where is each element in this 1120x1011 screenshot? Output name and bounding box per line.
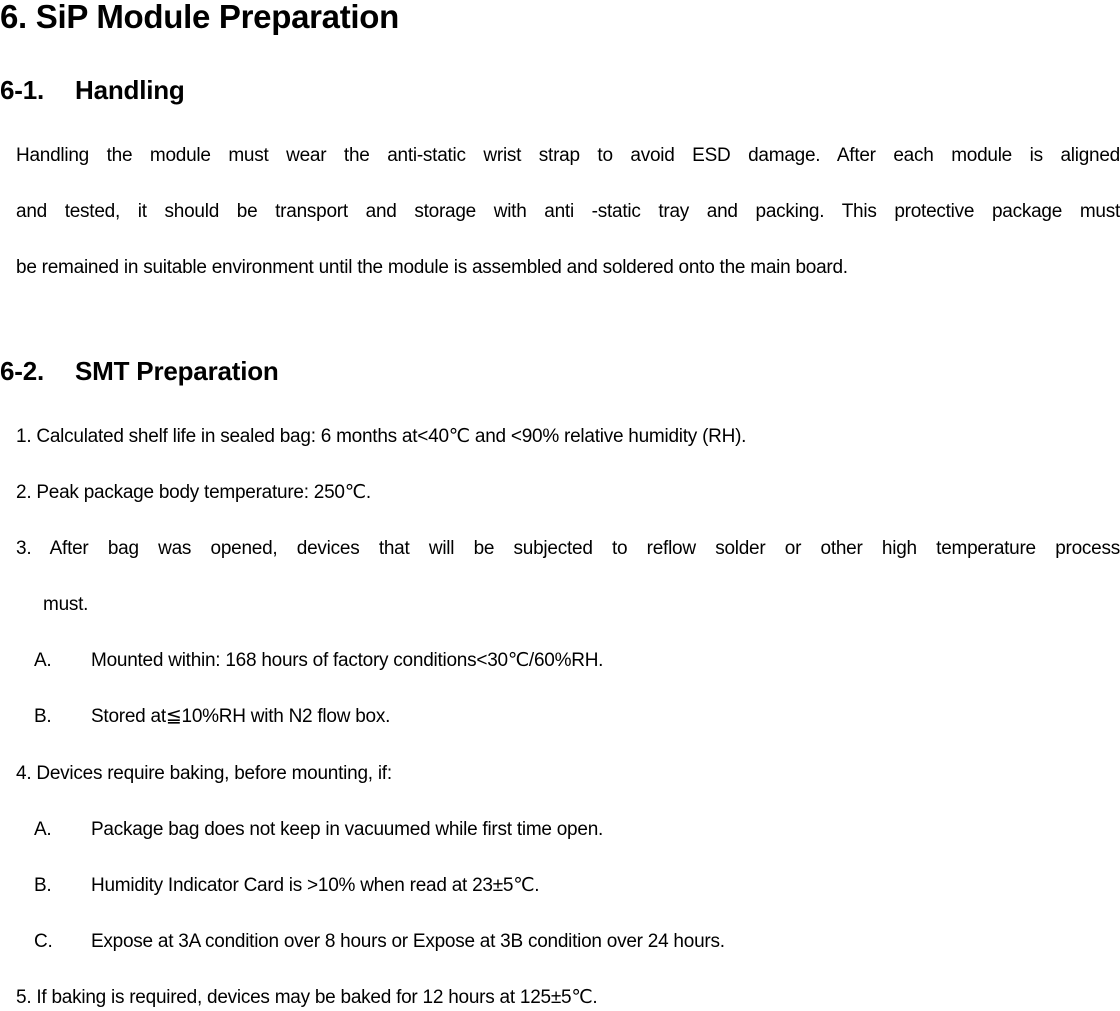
list-item: 5. If baking is required, devices may be baked for 12 hours at 125±5℃. [16,987,598,1008]
list-item: 1. Calculated shelf life in sealed bag: 6 months at<40℃ and <90% relative humidity (RH). [16,426,747,447]
section-heading-handling [0,75,185,105]
sub-item-text: Stored at≦10%RH with N2 flow box. [91,706,391,727]
list-item: 2. Peak package body temperature: 250℃. [16,482,371,503]
paragraph-line: and tested, it should be transport and storage with anti -static tray and packing. This protective package must [16,201,1120,222]
section-title: Handling [75,75,185,105]
sub-item-letter: A. [34,650,52,671]
sub-item-letter: B. [34,706,52,727]
sub-item-text: Humidity Indicator Card is >10% when read at 23±5℃. [91,875,540,896]
list-item: 3. After bag was opened, devices that will be subjected to reflow solder or other high temperature process [16,538,1120,559]
list-item-continuation: must. [43,594,89,615]
sub-item-letter: C. [34,931,53,952]
sub-item-text: Expose at 3A condition over 8 hours or Expose at 3B condition over 24 hours. [91,931,725,952]
sub-item-letter: A. [34,819,52,840]
sub-item-text: Package bag does not keep in vacuumed while first time open. [91,819,604,840]
sub-item-letter: B. [34,875,52,896]
section-title: SMT Preparation [75,356,279,386]
page-title: 6. SiP Module Preparation [0,0,399,35]
section-number: 6-1. [0,75,45,105]
list-item: 4. Devices require baking, before mounting, if: [16,763,392,784]
section-heading-smt [0,356,279,386]
sub-item-text: Mounted within: 168 hours of factory conditions<30℃/60%RH. [91,650,604,671]
paragraph-line: Handling the module must wear the anti-static wrist strap to avoid ESD damage. After each module is aligned [16,145,1120,166]
section-number: 6-2. [0,356,45,386]
paragraph-line: be remained in suitable environment until the module is assembled and soldered onto the main board. [16,257,848,278]
